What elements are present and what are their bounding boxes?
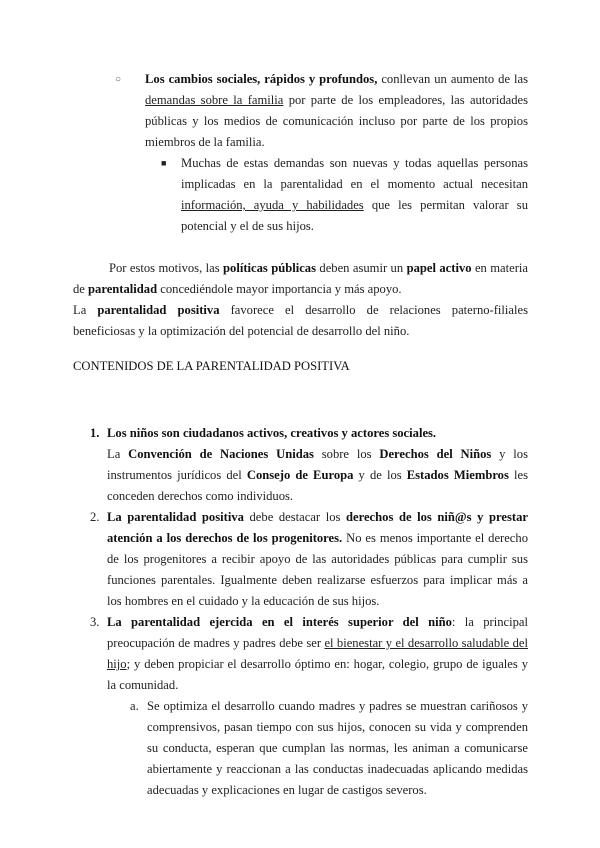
text-segment: deben asumir un [316,261,407,275]
list-item-3a [130,696,528,801]
bold-text: parentalidad positiva [97,303,220,317]
list-number-1: 1. [90,426,100,440]
bold-text: parentalidad [88,282,158,296]
list-item-1 [90,423,528,507]
text-segment: favorece el desarrollo de relaciones paterno-filiales beneficiosas y la optimización del potencial de desarrollo del niño. [73,303,528,338]
text-segment: por parte de los empleadores, las autoridades públicas y los medios de comunicación incluso por parte de los propios miembros de la familia. [145,93,529,149]
bullet-item-cambios-sociales [115,69,529,153]
square-bullet-icon: ■ [161,158,167,168]
text-segment: Muchas de estas demandas son nuevas y todas aquellas personas implicadas en la parentalidad en el momento actual necesitan [181,156,528,191]
text-segment: les conceden derechos como individuos. [107,468,528,503]
text-segment: No es menos importante el derecho de los progenitores a recibir apoyo de las autoridades públicas para cumplir sus funciones parentales. Igualmente deben realizarse esfuerzos para implicar más a los hombres en el cuidado y la educación de sus hijos. [107,531,528,608]
text-segment: que les permitan valorar su potencial y el de sus hijos. [181,198,528,233]
bold-text: Derechos del Niños [379,447,492,461]
bold-text: Convención de Naciones Unidas [128,447,314,461]
text-segment: en materia de [73,261,528,296]
text-segment: debe destacar los [243,510,347,524]
list-letter-a: a. [130,699,139,713]
text-segment: y los instrumentos jurídicos del [107,447,528,482]
sub-bullet-item-demandas [161,153,528,237]
bold-text: Los niños son ciudadanos activos, creativos y actores sociales. [107,426,437,440]
bold-text: Los cambios sociales, rápidos y profundos, [145,72,378,86]
text-segment: conllevan un aumento de las [377,72,528,86]
text-segment: La [73,303,98,317]
bold-text: La parentalidad ejercida en el interés superior del niño [107,615,452,629]
text-segment: ; y deben propiciar el desarrollo óptimo en: hogar, colegio, grupo de iguales y la comunidad. [107,657,528,692]
bold-text: derechos de los niñ@s y prestar atención a los derechos de los progenitores. [107,510,528,545]
text-segment: concediéndole mayor importancia y más apoyo. [157,282,402,296]
bold-text: Estados Miembros [406,468,509,482]
section-heading: CONTENIDOS DE LA PARENTALIDAD POSITIVA [73,359,350,373]
underlined-text: información, ayuda y habilidades [181,198,364,212]
bold-text: Consejo de Europa [246,468,354,482]
underlined-text: demandas sobre la familia [145,93,284,107]
text-segment: : la principal preocupación de madres y padres debe ser [107,615,528,650]
text-segment: Se optimiza el desarrollo cuando madres y padres se muestran cariñosos y comprensivos, pasan tiempo con sus hijos, conocen su vida y comprenden su conducta, esperan que cumplan las normas, les animan a comunicarse abiertamente y reaccionan a las conductas inadecuadas aplicando medidas adecuadas y explicaciones en lugar de castigos severos. [147,699,528,797]
text-segment: Por estos motivos, las [109,261,224,275]
paragraph-politicas-publicas [73,258,528,342]
list-number-2: 2. [90,510,100,524]
text-segment: y de los [353,468,407,482]
list-item-3 [90,612,529,696]
bold-text: La parentalidad positiva [107,510,244,524]
bold-text: políticas públicas [223,261,316,275]
bold-text: papel activo [406,261,472,275]
text-segment: La [107,447,129,461]
text-segment: sobre los [313,447,380,461]
circle-bullet-icon: ○ [115,74,122,85]
list-number-3: 3. [90,615,100,629]
list-item-2 [90,507,528,612]
underlined-text: el bienestar y el desarrollo saludable del hijo [107,636,529,671]
